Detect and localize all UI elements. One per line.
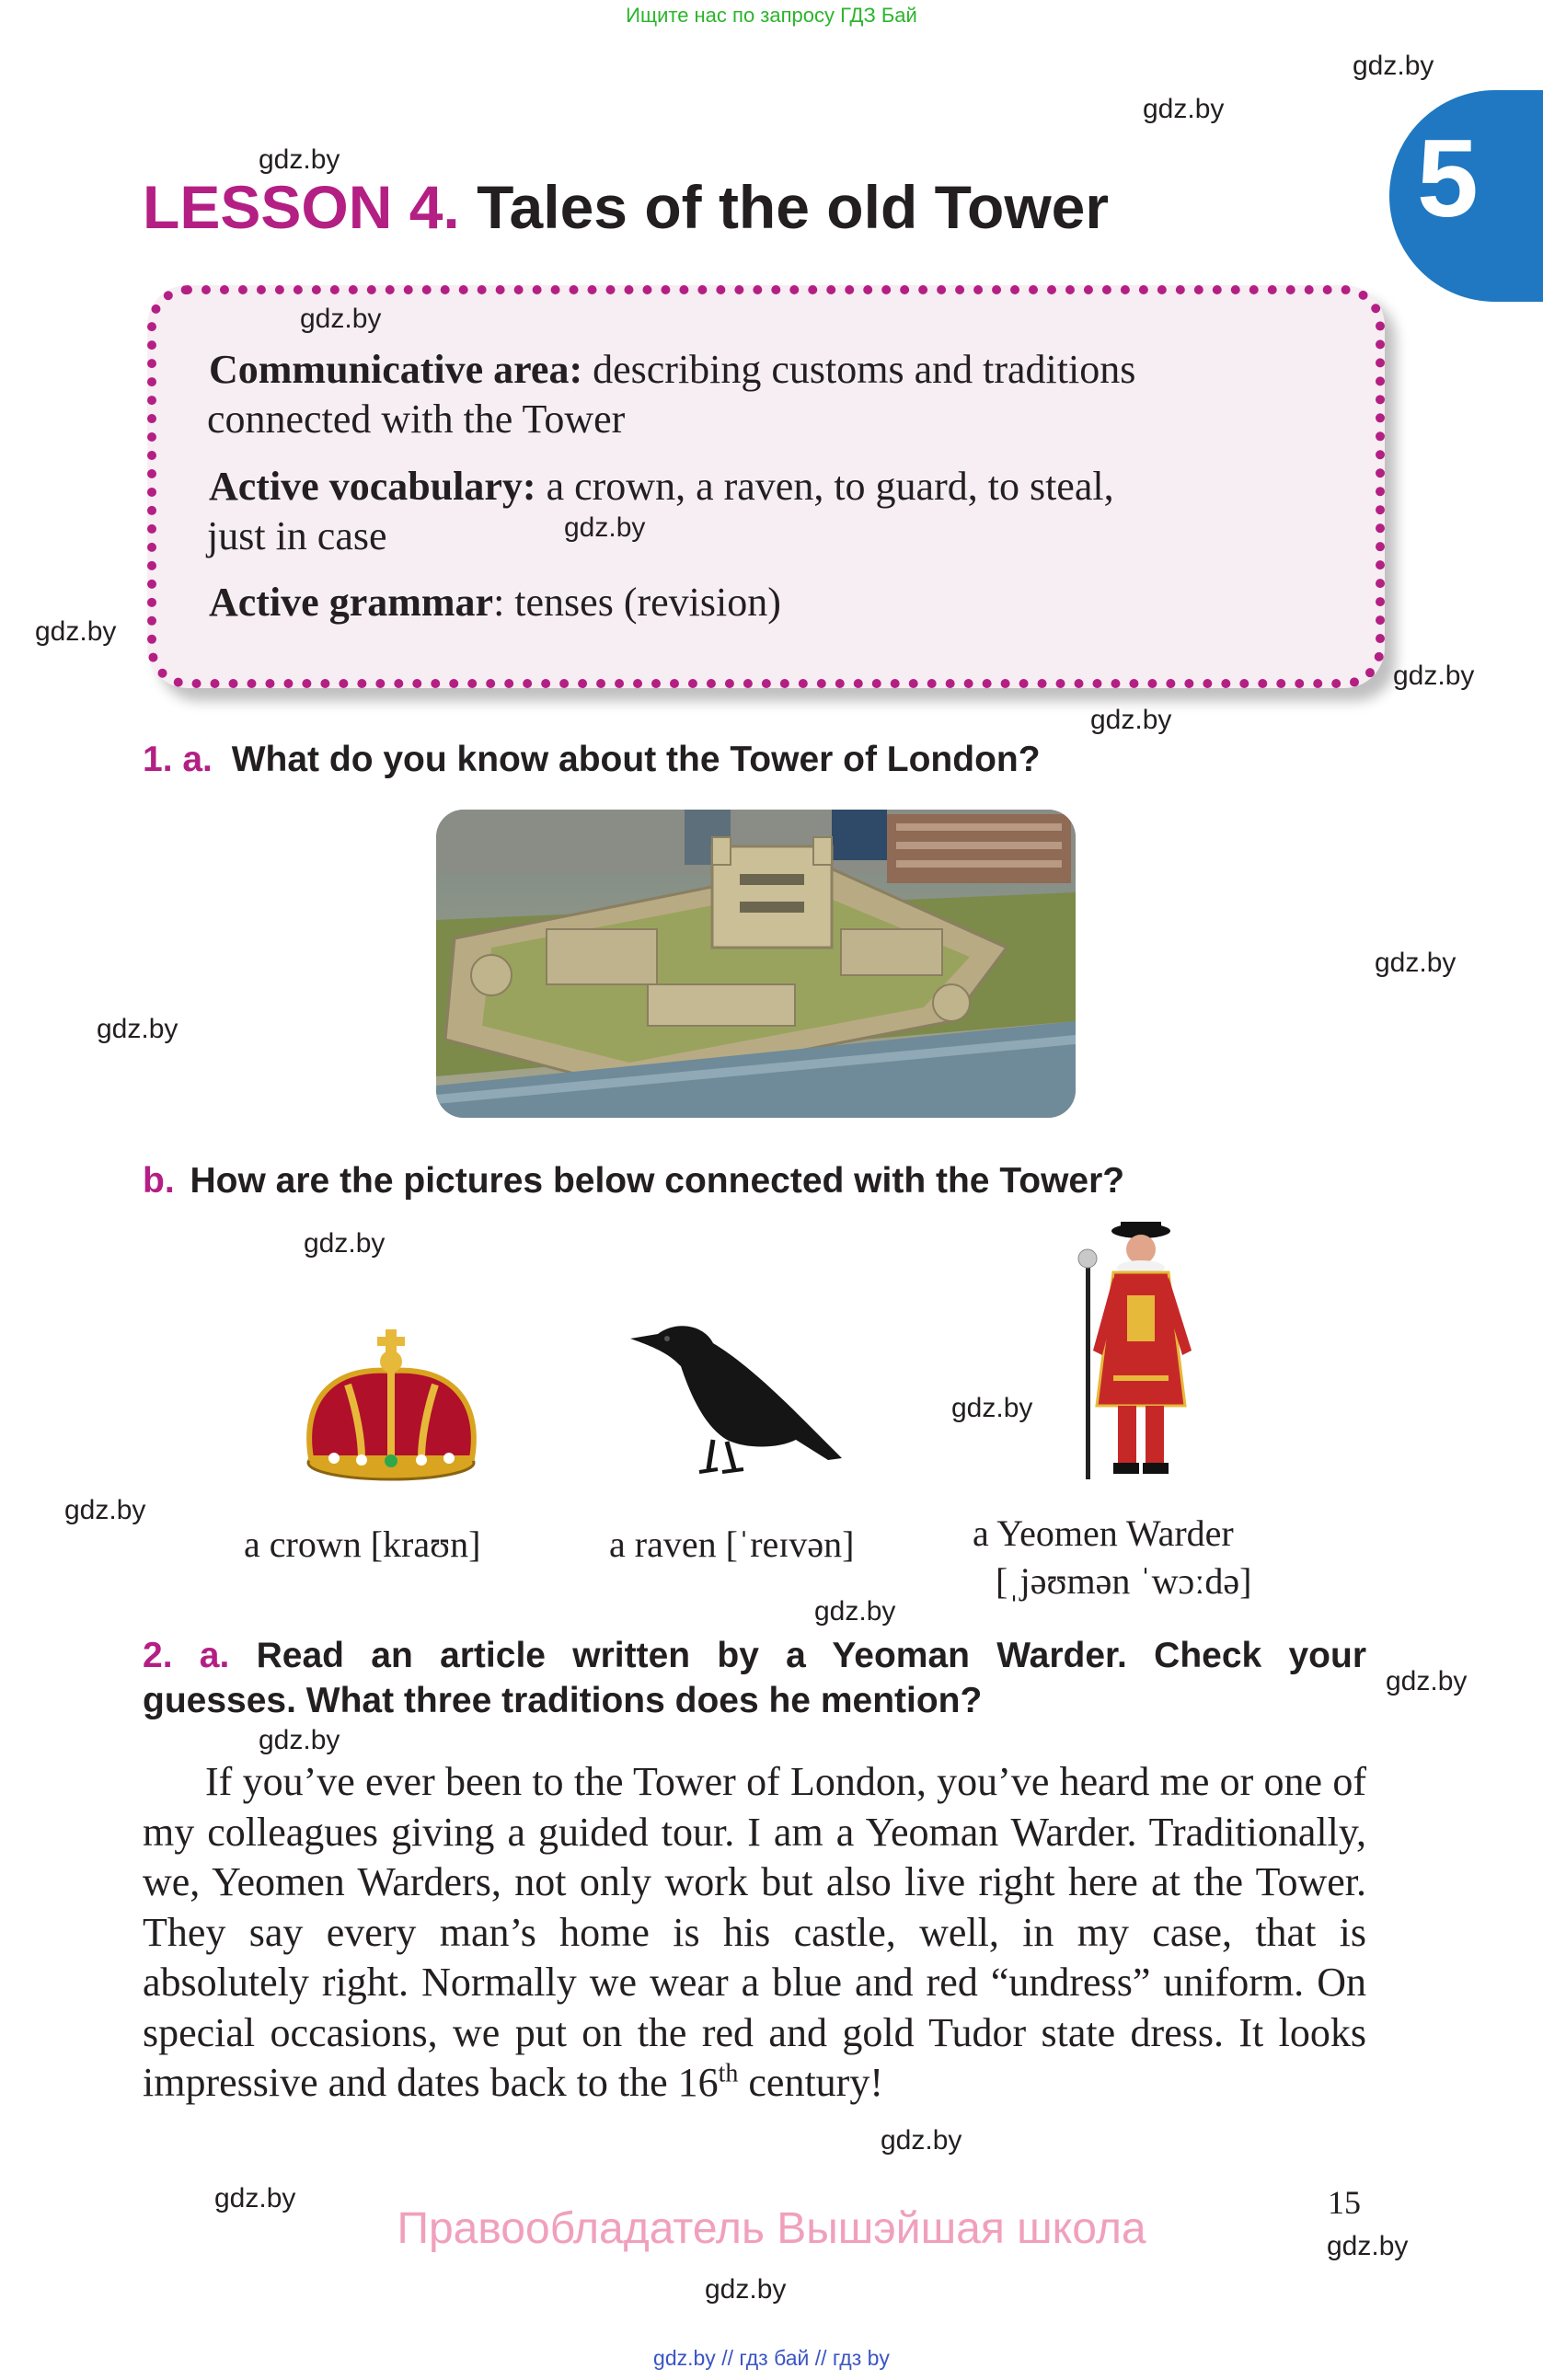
watermark: gdz.by — [705, 2274, 787, 2305]
communicative-text-2: connected with the Tower — [207, 397, 626, 442]
communicative-label: Communicative area: — [209, 347, 583, 392]
watermark: gdz.by — [564, 512, 646, 543]
watermark: gdz.by — [1386, 1666, 1468, 1696]
lesson-number: LESSON 4. — [143, 173, 460, 241]
watermark: gdz.by — [1327, 2231, 1409, 2261]
lesson-title — [143, 173, 1110, 241]
watermark: gdz.by — [300, 304, 382, 334]
vocabulary-label: Active vocabulary: — [209, 464, 536, 509]
warder-transcription: [ˌjəʊmən ˈwɔːdə] — [996, 1560, 1252, 1602]
warder-caption: a Yeomen Warder — [973, 1512, 1234, 1554]
watermark: gdz.by — [881, 2125, 962, 2156]
vocabulary-line-2 — [207, 512, 387, 559]
grammar-label: Active grammar — [209, 580, 494, 625]
vocabulary-line — [209, 463, 1114, 510]
article-superscript: th — [718, 2059, 739, 2088]
task-1b — [143, 1161, 1124, 1201]
article-ending: century! — [738, 2060, 883, 2105]
crown-icon — [293, 1320, 490, 1486]
watermark: gdz.by — [64, 1495, 146, 1525]
watermark: gdz.by — [259, 1725, 340, 1755]
footer-links[interactable]: gdz.by // гдз бай // гдз by — [653, 2346, 890, 2370]
unit-tab — [1389, 90, 1543, 302]
copyright-notice: Правообладатель Вышэйшая школа — [397, 2204, 1146, 2253]
vocabulary-text: a crown, a raven, to guard, to steal, — [535, 464, 1114, 509]
watermark: gdz.by — [1353, 51, 1434, 81]
lesson-topic: Tales of the old Tower — [477, 173, 1110, 241]
yeoman-warder-icon — [1077, 1222, 1215, 1489]
watermark: gdz.by — [259, 144, 340, 175]
task-1a-text: What do you know about the Tower of London? — [231, 740, 1041, 779]
raven-caption: a raven [ˈreɪvən] — [609, 1523, 855, 1565]
communicative-text: describing customs and traditions — [582, 347, 1136, 392]
task-1a-number: 1. a. — [143, 740, 213, 779]
watermark: gdz.by — [97, 1014, 178, 1044]
grammar-text: : tenses (revision) — [493, 580, 781, 625]
task-1b-number: b. — [143, 1161, 175, 1201]
watermark: gdz.by — [214, 2183, 296, 2213]
article-body: If you’ve ever been to the Tower of London, you’ve heard me or one of my colleagues giving a guided tour. I am a Yeoman Warder. Traditionally, we, Yeomen Warders, not only work but also live right here at the Tower. They say every man’s home is his castle, well, in my case, that is absolutely right. Normally we wear a blue and red “undress” uniform. On special occasions, we put on the red and gold Tudor state dress. It looks impressive and dates back to the 16 — [143, 1759, 1366, 2105]
watermark: gdz.by — [1090, 705, 1172, 735]
task-2a-line-2 — [143, 1681, 982, 1721]
watermark: gdz.by — [35, 616, 117, 647]
watermark: gdz.by — [1375, 948, 1457, 978]
tower-photo-illustration — [436, 810, 1076, 1118]
task-2a-text-2: guesses. What three traditions does he mention? — [143, 1681, 983, 1720]
raven-icon — [626, 1311, 846, 1481]
unit-number: 5 — [1417, 117, 1479, 240]
watermark: gdz.by — [951, 1393, 1033, 1423]
page-number: 15 — [1328, 2184, 1361, 2221]
watermark: gdz.by — [304, 1228, 386, 1259]
communicative-area-line — [209, 346, 1135, 393]
task-2a — [143, 1636, 1366, 1676]
task-1a — [143, 740, 1041, 780]
top-banner[interactable]: Ищите нас по запросу ГДЗ Бай — [626, 4, 917, 27]
task-1b-text: How are the pictures below connected with the Tower? — [190, 1161, 1125, 1201]
watermark: gdz.by — [1393, 661, 1475, 691]
tower-of-london-photo — [436, 810, 1076, 1118]
grammar-line — [209, 579, 781, 626]
communicative-area-line-2 — [207, 396, 625, 443]
vocabulary-text-2: just in case — [207, 513, 387, 558]
watermark: gdz.by — [1143, 94, 1225, 124]
article-text — [143, 1757, 1366, 2109]
watermark: gdz.by — [814, 1596, 896, 1627]
task-2a-number: 2. a. — [143, 1636, 230, 1675]
task-2a-text: Read an article written by a Yeoman Warder. Check your — [256, 1636, 1367, 1675]
crown-caption: a crown [kraʊn] — [244, 1523, 481, 1565]
